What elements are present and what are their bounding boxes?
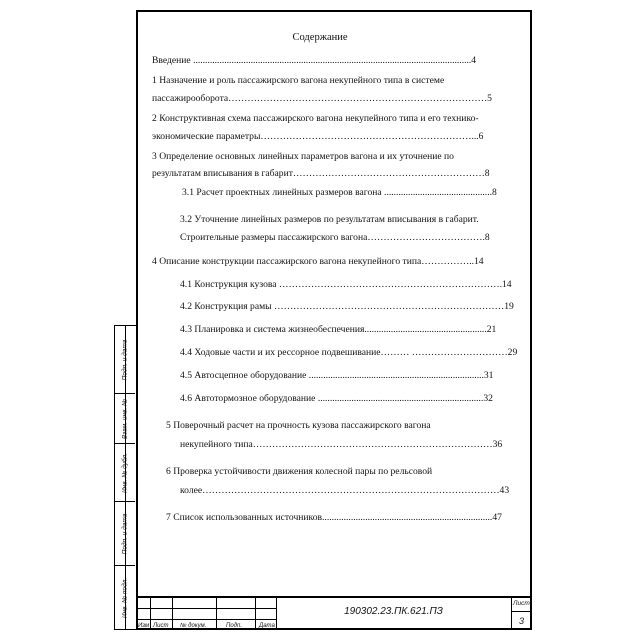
sheet-label: Лист — [513, 600, 530, 607]
toc-entry: 4.3 Планировка и система жизнеобеспечения...................................................21 — [180, 324, 497, 335]
strip-cell — [115, 394, 135, 444]
side-stamp-strip — [114, 325, 136, 630]
title-block — [136, 596, 532, 630]
stamp-col-label: Лист — [153, 623, 169, 629]
toc-entry: 4.2 Конструкция рамы ………………………………………………………………19 — [180, 301, 514, 312]
stamp-rule — [511, 611, 532, 612]
toc-entry: 3.2 Уточнение линейных размеров по результатам вписывания в габарит. — [180, 214, 479, 225]
toc-entry: 4.1 Конструкция кузова …………………………………………………………….14 — [180, 279, 512, 290]
strip-cell — [115, 566, 135, 630]
toc-entry: результатам вписывания в габарит……………………………………………………8 — [152, 168, 490, 179]
toc-entry: 6 Проверка устойчивости движения колесной пары по рельсовой — [166, 466, 433, 477]
toc-entry: 4.4 Ходовые части и их рессорное подвешивание……… …………………………29 — [180, 347, 518, 358]
toc-entry: Строительные размеры пассажирского вагона……………………………….8 — [180, 232, 490, 243]
toc-entry: 3 Определение основных линейных параметров вагона и их уточнение по — [152, 151, 454, 162]
toc-entry: 1 Назначение и роль пассажирского вагона некупейного типа в системе — [152, 75, 445, 86]
toc-entry: 3.1 Расчет проектных линейных размеров вагона .............................................8 — [182, 187, 497, 198]
stamp-col — [216, 598, 217, 630]
stamp-col — [255, 598, 256, 630]
strip-label: Взам. инв. № — [121, 398, 129, 439]
strip-cell — [115, 444, 135, 502]
sheet-number: 3 — [518, 616, 524, 626]
toc-entry: экономические параметры…………………………………………………………...6 — [152, 131, 484, 142]
toc-entry: Введение ....................................................................................................................4 — [152, 55, 477, 66]
strip-cell — [115, 326, 135, 394]
toc-entry: колее…………………………………………………………………………………43 — [180, 485, 510, 496]
toc-entry: 4 Описание конструкции пассажирского вагона некупейного типа……………..14 — [152, 256, 484, 267]
strip-label: Инв. № дубл. — [121, 452, 129, 493]
strip-label: Подп. и дата — [121, 513, 129, 554]
stamp-col-label: № докум. — [180, 623, 207, 629]
toc-entry: некупейного типа…………………………………………………………………36 — [180, 439, 503, 450]
toc-entry: 2 Конструктивная схема пассажирского вагона некупейного типа и его технико- — [152, 113, 479, 124]
stamp-col-label: Изм — [138, 623, 150, 629]
toc-title: Содержание — [292, 32, 348, 43]
toc-entry: 4.5 Автосцепное оборудование .........................................................................31 — [180, 370, 494, 381]
strip-label: Инв. № подл. — [121, 577, 129, 619]
toc-entry: 5 Поверочный расчет на прочность кузова пассажирского вагона — [166, 420, 431, 431]
toc-entry: пассажирооборота………………………………………………………………………5 — [152, 93, 492, 104]
toc-entry: 4.6 Автотормозное оборудование .....................................................................32 — [180, 393, 493, 404]
stamp-col — [511, 598, 512, 630]
strip-label: Подп. и дата — [121, 339, 129, 380]
stamp-col — [150, 598, 151, 630]
toc-entry: 7 Список использованных источников.......................................................................47 — [166, 512, 502, 523]
stamp-col-label: Дата — [259, 623, 275, 629]
document-code: 190302.23.ПК.621.ПЗ — [344, 606, 443, 617]
strip-cell — [115, 502, 135, 566]
stamp-col-label: Подп. — [226, 623, 242, 629]
stamp-col — [172, 598, 173, 630]
